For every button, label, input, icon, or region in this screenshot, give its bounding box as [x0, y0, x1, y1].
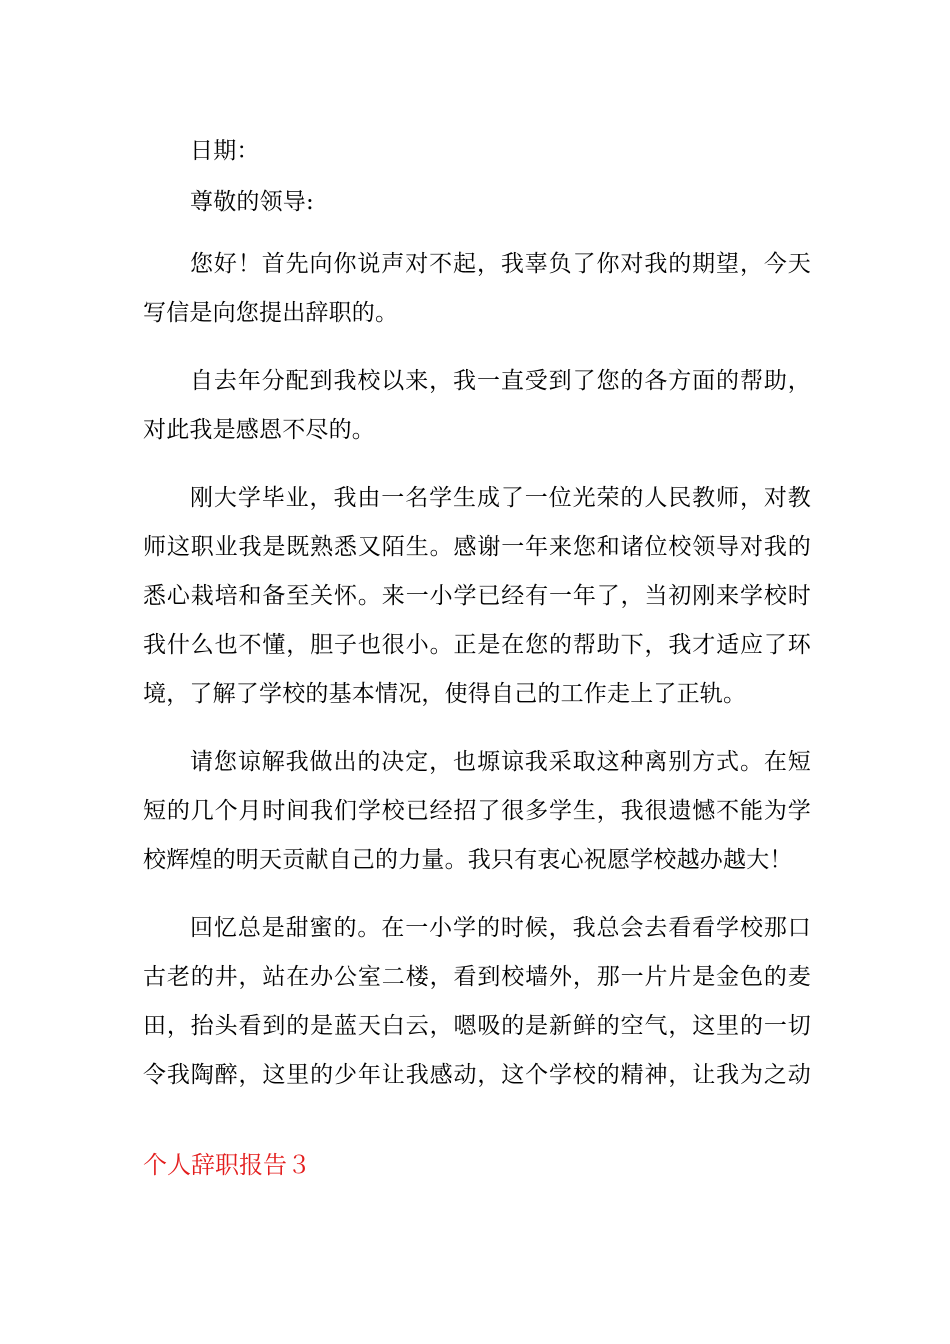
paragraph-2-line-2: 对此我是感恩不尽的。: [143, 417, 375, 443]
paragraph-2-line-1: 自去年分配到我校以来，我一直受到了您的各方面的帮助，: [190, 368, 811, 394]
paragraph-4-line-2: 短的几个月时间我们学校已经招了很多学生，我很遗憾不能为学: [143, 798, 811, 824]
salutation: 尊敬的领导:: [190, 189, 314, 215]
paragraph-5-line-2: 古老的井，站在办公室二楼，看到校墙外，那一片片是金色的麦: [143, 964, 811, 990]
paragraph-3-line-3: 悉心栽培和备至关怀。来一小学已经有一年了，当初刚来学校时: [143, 583, 811, 609]
paragraph-5-line-1: 回忆总是甜蜜的。在一小学的时候，我总会去看看学校那口: [190, 915, 811, 941]
paragraph-3-line-5: 境，了解了学校的基本情况，使得自己的工作走上了正轨。: [143, 681, 747, 707]
paragraph-3-line-4: 我什么也不懂，胆子也很小。正是在您的帮助下，我才适应了环: [143, 632, 811, 658]
section-heading: 个人辞职报告３: [143, 1151, 311, 1179]
paragraph-4-line-1: 请您谅解我做出的决定，也塬谅我采取这种离别方式。在短: [190, 749, 811, 775]
paragraph-3-line-2: 师这职业我是既熟悉又陌生。感谢一年来您和诸位校领导对我的: [143, 534, 811, 560]
paragraph-1-line-1: 您好！首先向你说声对不起，我辜负了你对我的期望，今天: [190, 251, 811, 277]
paragraph-5-line-4: 令我陶醉，这里的少年让我感动，这个学校的精神，让我为之动: [143, 1062, 811, 1088]
paragraph-4-line-3: 校辉煌的明天贡献自己的力量。我只有衷心祝愿学校越办越大！: [143, 847, 793, 873]
paragraph-5-line-3: 田，抬头看到的是蓝天白云，嗯吸的是新鲜的空气，这里的一切: [143, 1013, 811, 1039]
date-label: 日期：: [190, 138, 260, 164]
paragraph-1-line-2: 写信是向您提出辞职的。: [143, 300, 399, 326]
paragraph-3-line-1: 刚大学毕业，我由一名学生成了一位光荣的人民教师，对教: [190, 485, 811, 511]
